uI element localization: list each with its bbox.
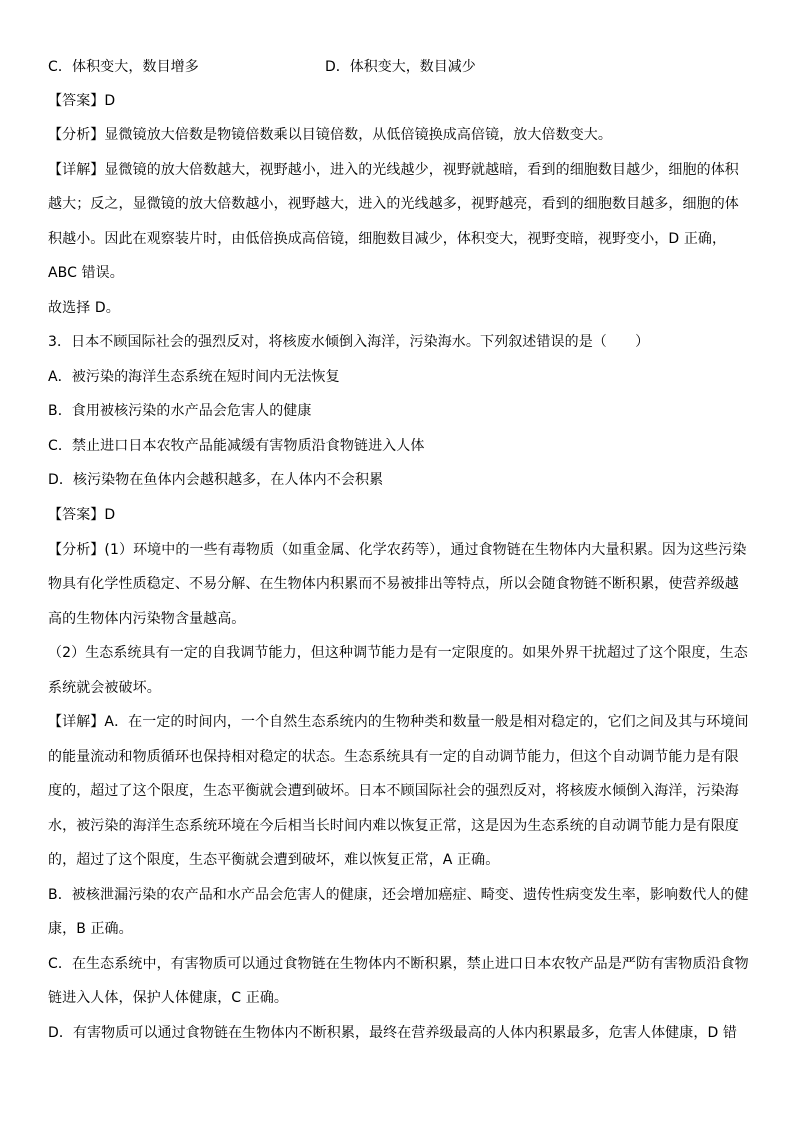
- analysis-line: 系统就会被破坏。: [48, 680, 161, 696]
- question-3-stem: 3．日本不顾国际社会的强烈反对，将核废水倾倒入海洋，污染海水。下列叙述错误的是（ ）: [48, 334, 650, 350]
- analysis-line: （2）生态系统具有一定的自我调节能力，但这种调节能力是有一定限度的。如果外界干扰超过了这个限度，生态: [48, 645, 748, 661]
- option-c-line: C．禁止进口日本农牧产品能减缓有害物质沿食物链进入人体: [48, 438, 425, 454]
- analysis-line: 【分析】显微镜放大倍数是物镜倍数乘以目镜倍数，从低倍镜换成高倍镜，放大倍数变大。: [48, 127, 612, 143]
- detail-line: B．被核泄漏污染的农产品和水产品会危害人的健康，还会增加癌症、畸变、遗传性病变发生率，影响数代人的健: [48, 887, 749, 903]
- detail-line: 水，被污染的海洋生态系统环境在今后相当长时间内难以恢复正常，这是因为生态系统的自动调节能力是有限度: [48, 818, 739, 834]
- option-a-line: A．被污染的海洋生态系统在短时间内无法恢复: [48, 369, 340, 385]
- option-d-line: D．体积变大，数目减少: [325, 59, 476, 75]
- detail-line: ABC 错误。: [48, 265, 124, 281]
- detail-line: C．在生态系统中，有害物质可以通过食物链在生物体内不断积累，禁止进口日本农牧产品是严防有害物质沿食物: [48, 956, 749, 972]
- detail-line: D．有害物质可以通过食物链在生物体内不断积累，最终在营养级最高的人体内积累最多，危害人体健康，D 错: [48, 1025, 738, 1041]
- conclusion-line: 故选择 D。: [48, 300, 120, 316]
- detail-line: 越大；反之，显微镜的放大倍数越小，视野越大，进入的光线越多，视野越亮，看到的细胞数目越多，细胞的体: [48, 196, 739, 212]
- detail-line: 【详解】A．在一定的时间内，一个自然生态系统内的生物种类和数量一般是相对稳定的，它们之间及其与环境间: [48, 714, 749, 730]
- answer-label: 【答案】D: [48, 93, 116, 109]
- analysis-line: 高的生物体内污染物含量越高。: [48, 611, 246, 627]
- answer-label: 【答案】D: [48, 507, 116, 523]
- detail-line: 度的，超过了这个限度，生态平衡就会遭到破坏。日本不顾国际社会的强烈反对，将核废水倾倒入海洋，污染海: [48, 783, 739, 799]
- analysis-line: 物具有化学性质稳定、不易分解、在生物体内积累而不易被排出等特点，所以会随食物链不断积累，使营养级越: [48, 576, 739, 592]
- option-b-line: B．食用被核污染的水产品会危害人的健康: [48, 403, 312, 419]
- detail-line: 的，超过了这个限度，生态平衡就会遭到破坏，难以恢复正常，A 正确。: [48, 852, 500, 868]
- detail-line: 【详解】显微镜的放大倍数越大，视野越小，进入的光线越少，视野就越暗，看到的细胞数目越少，细胞的体积: [48, 162, 739, 178]
- analysis-line: 【分析】(1）环境中的一些有毒物质（如重金属、化学农药等），通过食物链在生物体内大量积累。因为这些污染: [48, 542, 747, 558]
- option-c-line: C．体积变大，数目增多: [48, 59, 199, 75]
- detail-line: 康，B 正确。: [48, 921, 133, 937]
- detail-line: 链进入人体，保护人体健康，C 正确。: [48, 990, 289, 1006]
- detail-line: 积越小。因此在观察装片时，由低倍换成高倍镜，细胞数目减少，体积变大，视野变暗，视野变小，D 正确，: [48, 231, 727, 247]
- option-d-line: D．核污染物在鱼体内会越积越多，在人体内不会积累: [48, 472, 384, 488]
- detail-line: 的能量流动和物质循环也保持相对稳定的状态。生态系统具有一定的自动调节能力，但这个自动调节能力是有限: [48, 749, 739, 765]
